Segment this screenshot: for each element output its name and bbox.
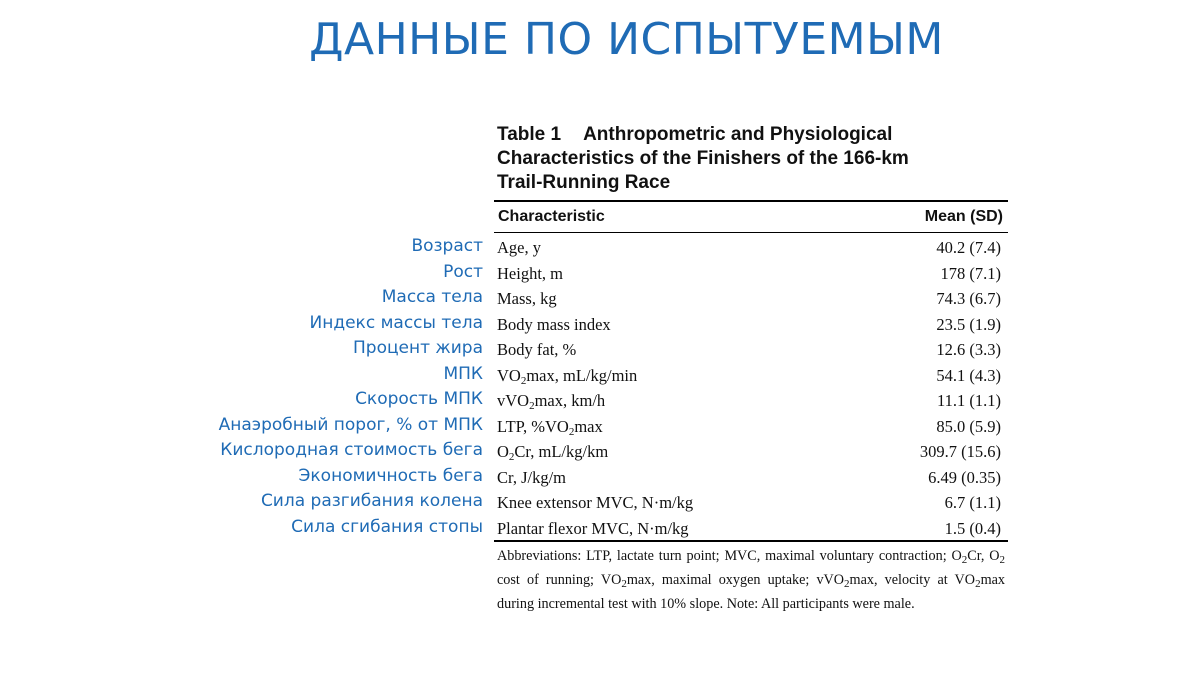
row-label-ru: МПК <box>443 363 483 384</box>
row-label-ru: Кислородная стоимость бега <box>220 440 483 460</box>
row-label-en: Age, y <box>497 238 541 257</box>
row-label-ru: Экономичность бега <box>298 465 483 486</box>
row-value: 6.49 (0.35) <box>928 467 1001 487</box>
row-label-ru: Рост <box>443 261 483 282</box>
row-value: 54.1 (4.3) <box>936 365 1001 385</box>
row-label-ru: Масса тела <box>381 287 483 307</box>
row-value: 85.0 (5.9) <box>936 416 1001 436</box>
row-label-en: Mass, kg <box>497 289 557 308</box>
table-row <box>0 311 1200 336</box>
row-value: 11.1 (1.1) <box>936 391 1001 410</box>
table-number: Table 1 <box>497 124 562 145</box>
row-label-ru: Сила разгибания колена <box>260 491 483 511</box>
caption-line-2: Characteristics of the Finishers of the 166-km <box>497 148 909 169</box>
column-header-characteristic: Characteristic <box>498 208 605 225</box>
table-bottom-rule <box>494 540 1008 542</box>
header-rule <box>494 232 1008 233</box>
row-label-en: Body mass index <box>497 314 611 334</box>
row-label-ru: Анаэробный порог, % от МПК <box>218 414 483 435</box>
table-row <box>0 362 1200 387</box>
row-label-en: Plantar flexor MVC, N·m/kg <box>497 518 689 538</box>
row-label-ru: Индекс массы тела <box>309 312 483 333</box>
caption-line-1: Anthropometric and Physiological <box>583 124 893 145</box>
table-top-rule <box>494 200 1008 202</box>
table-row <box>0 336 1200 361</box>
table-row <box>0 438 1200 463</box>
table-row <box>0 489 1200 514</box>
row-value: 1.5 (0.4) <box>944 518 1001 538</box>
row-value: 12.6 (3.3) <box>936 340 1001 359</box>
row-label-en: vVO$_2$max, km/h <box>497 391 606 412</box>
row-value: 178 (7.1) <box>940 263 1001 283</box>
row-label-en: Height, m <box>497 263 563 283</box>
table-row <box>0 515 1200 540</box>
row-value: 23.5 (1.9) <box>936 314 1001 334</box>
row-label-en: $VO_2\max$, mL/kg/min <box>497 365 638 387</box>
row-label-en: Body fat, % <box>497 340 577 359</box>
table-caption <box>497 123 957 195</box>
row-label-ru: Скорость МПК <box>355 389 483 409</box>
column-header-mean: Mean (SD) <box>924 208 1003 225</box>
table-row <box>0 285 1200 310</box>
row-value: 309.7 (15.6) <box>919 442 1001 461</box>
row-label-en: Knee extensor MVC, N·m/kg <box>497 493 694 512</box>
table-footnote: Abbreviations: LTP, lactate turn point; MVC, maximal voluntary contraction; $O_2Cr$, $O_2$ cost of running; $VO_2\max$, maximal oxygen uptake; vVO$_2$max, velocity at $VO_2\max$ during incremental test with 10% slope. Note: All participants were male. <box>497 548 1005 612</box>
table-row <box>0 234 1200 259</box>
row-label-ru: Возраст <box>411 236 483 256</box>
row-label-en: Cr, J/kg/m <box>497 467 567 487</box>
table-row <box>0 464 1200 489</box>
slide-title: ДАННЫЕ ПО ИСПЫТУЕМЫМ <box>309 14 944 65</box>
caption-line-3: Trail-Running Race <box>497 172 671 193</box>
row-label-en: $O_2Cr$, mL/kg/km <box>497 442 609 463</box>
row-value: 40.2 (7.4) <box>936 238 1001 257</box>
row-label-en: LTP, $\%VO_2\max$ <box>497 416 603 438</box>
table-row <box>0 387 1200 412</box>
table-row <box>0 260 1200 285</box>
table-row <box>0 413 1200 438</box>
row-label-ru: Процент жира <box>353 338 483 358</box>
row-value: 6.7 (1.1) <box>944 493 1001 512</box>
row-label-ru: Сила сгибания стопы <box>291 516 483 537</box>
row-value: 74.3 (6.7) <box>936 289 1001 308</box>
